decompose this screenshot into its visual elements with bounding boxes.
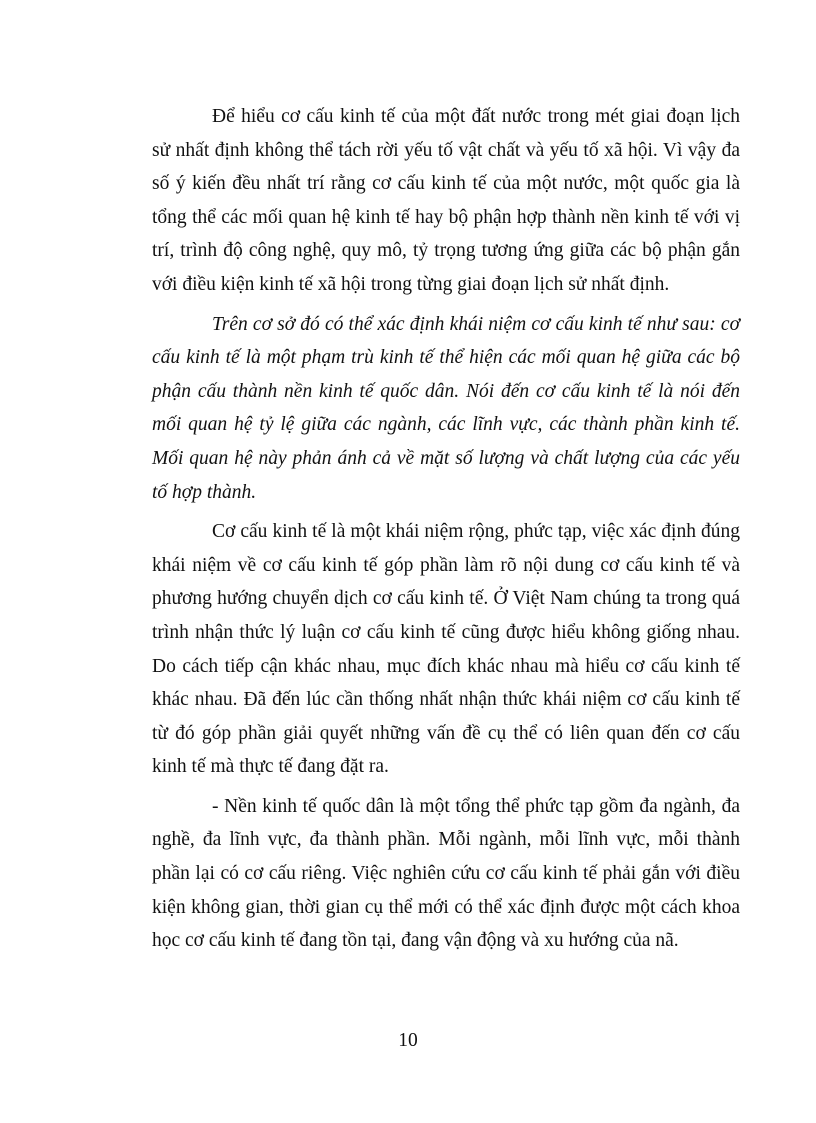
paragraph-2-definition: Trên cơ sở đó có thể xác định khái niệm cơ cấu kinh tế như sau: cơ cấu kinh tế là một phạm trù kinh tế thể hiện các mối quan hệ giữa các bộ phận cấu thành nền kinh tế quốc dân. Nói đến cơ cấu kinh tế là nói đến mối quan hệ tỷ lệ giữa các ngành, các lĩnh vực, các thành phần kinh tế. Mối quan hệ này phản ánh cả về mặt số lượng và chất lượng của các yếu tố hợp thành. bbox=[152, 313, 740, 503]
paragraph-4: - Nền kinh tế quốc dân là một tổng thể phức tạp gồm đa ngành, đa nghề, đa lĩnh vực, đa thành phần. Mỗi ngành, mỗi lĩnh vực, mỗi thành phần lại có cơ cấu riêng. Việc nghiên cứu cơ cấu kinh tế phải gắn với điều kiện không gian, thời gian cụ thể mới có thể xác định được một cách khoa học cơ cấu kinh tế đang tồn tại, đang vận động và xu hướng của nã. bbox=[152, 795, 740, 952]
paragraph-1: Để hiểu cơ cấu kinh tế của một đất nước trong mét giai đoạn lịch sử nhất định không thể tách rời yếu tố vật chất và yếu tố xã hội. Vì vậy đa số ý kiến đều nhất trí rằng cơ cấu kinh tế của một nước, một quốc gia là tổng thể các mối quan hệ kinh tế hay bộ phận hợp thành nền kinh tế với vị trí, trình độ công nghệ, quy mô, tỷ trọng tương ứng giữa các bộ phận gắn với điều kiện kinh tế xã hội trong từng giai đoạn lịch sử nhất định. bbox=[152, 106, 740, 295]
page-number: 10 bbox=[398, 1030, 418, 1051]
paragraph-3: Cơ cấu kinh tế là một khái niệm rộng, phức tạp, việc xác định đúng khái niệm về cơ cấu kinh tế góp phần làm rõ nội dung cơ cấu kinh tế và phương hướng chuyển dịch cơ cấu kinh tế. Ở Việt Nam chúng ta trong quá trình nhận thức lý luận cơ cấu kinh tế cũng được hiểu không giống nhau. Do cách tiếp cận khác nhau, mục đích khác nhau mà hiểu cơ cấu kinh tế khác nhau. Đã đến lúc cần thống nhất nhận thức khái niệm cơ cấu kinh tế từ đó góp phần giải quyết những vấn đề cụ thể có liên quan đến cơ cấu kinh tế mà thực tế đang đặt ra. bbox=[152, 521, 740, 778]
page-body bbox=[152, 100, 740, 958]
